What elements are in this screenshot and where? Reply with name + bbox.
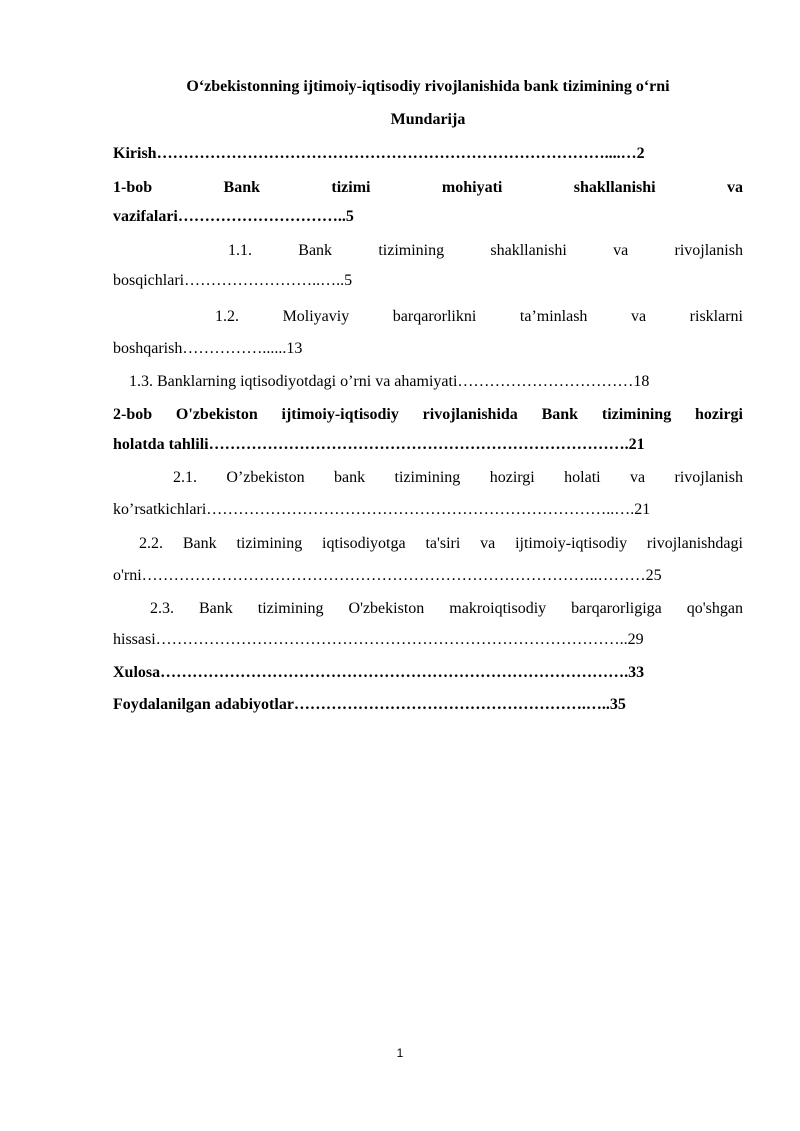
- toc-word: tizimining: [394, 469, 461, 486]
- toc-word: mohiyati: [441, 179, 503, 196]
- toc-word: Bank: [198, 600, 233, 617]
- toc-word: Bank: [223, 179, 260, 196]
- toc-word: O'zbekiston: [175, 406, 258, 423]
- toc-word: va: [613, 242, 629, 259]
- toc-heading: Mundarija: [390, 111, 466, 128]
- toc-word: va: [631, 308, 647, 325]
- toc-word: rivojlanish: [674, 469, 743, 486]
- toc-word: Bank: [541, 406, 579, 423]
- toc-word: ta’minlash: [519, 308, 588, 325]
- toc-word: rivojlanishdagi: [646, 535, 743, 552]
- toc-word: Bank: [182, 535, 217, 552]
- toc-word: O’zbekiston: [226, 469, 305, 486]
- toc-entry-1-3: 1.3. Banklarning iqtisodiyotdagi o’rni va ahamiyati……………………………18: [129, 373, 650, 390]
- toc-word: hozirgi: [695, 406, 743, 423]
- toc-entry-1-2-line2: boshqarish……………......13: [113, 340, 303, 357]
- toc-entry-2-2-line1: [139, 534, 743, 554]
- toc-word: shakllanishi: [573, 179, 656, 196]
- toc-word: holati: [564, 469, 601, 486]
- toc-word: 1-bob: [113, 179, 153, 196]
- toc-entry-1-1-line2: bosqichlari……………………..…..5: [113, 272, 353, 289]
- toc-entry-2-2-line2: o'rni…………………………………………………………………………..………25: [113, 567, 662, 584]
- toc-word: tizimining: [236, 535, 303, 552]
- toc-word: 2-bob: [113, 406, 153, 423]
- toc-word: qo'shgan: [686, 600, 743, 617]
- toc-word: bank: [334, 469, 366, 486]
- toc-entry-ch1-line2: vazifalari…………………………..5: [113, 208, 354, 225]
- toc-word: O'zbekiston: [348, 600, 425, 617]
- toc-word: Moliyaviy: [282, 308, 350, 325]
- toc-word: va: [480, 535, 496, 552]
- toc-word: va: [630, 469, 646, 486]
- toc-entry-1-2-line1: [215, 307, 743, 327]
- toc-word: ijtimoiy-iqtisodiy: [281, 406, 399, 423]
- toc-word: makroiqtisodiy: [449, 600, 547, 617]
- toc-entry-2-1-line2: ko’rsatkichlari…………………………………………………………………..….21: [113, 501, 651, 518]
- toc-word: shakllanishi: [490, 242, 567, 259]
- toc-word: barqarorlikni: [392, 308, 477, 325]
- toc-entry-adabiyotlar: Foydalanilgan adabiyotlar……………………………………………….…..35: [113, 696, 626, 713]
- toc-word: tizimining: [378, 242, 445, 259]
- toc-word: ijtimoiy-iqtisodiy: [515, 535, 628, 552]
- toc-word: rivojlanishida: [422, 406, 518, 423]
- toc-word: 1.1.: [228, 242, 252, 259]
- toc-word: tizimining: [601, 406, 672, 423]
- toc-word: tizimining: [257, 600, 324, 617]
- document-title: O‘zbekistonning ijtimoiy-iqtisodiy rivojlanishida bank tizimining o‘rni: [186, 78, 670, 95]
- toc-entry-ch2-line1: [113, 405, 743, 425]
- toc-entry-2-3-line2: hissasi……………………………………………………………………………..29: [113, 631, 644, 648]
- toc-entry-2-1-line1: [173, 468, 743, 488]
- toc-word: tizimi: [331, 179, 371, 196]
- toc-word: ta'siri: [425, 535, 461, 552]
- toc-word: barqarorligiga: [571, 600, 662, 617]
- toc-word: 2.1.: [173, 469, 197, 486]
- page-number: 1: [396, 1046, 404, 1060]
- toc-entry-ch1-line1: [113, 178, 743, 198]
- toc-entry-kirish: Kirish…………………………………………………………………………....…2: [113, 145, 645, 162]
- toc-entry-xulosa: Xulosa…………………………………………………………………………….33: [113, 664, 645, 681]
- toc-word: iqtisodiyotga: [322, 535, 406, 552]
- toc-word: va: [727, 179, 743, 196]
- toc-word: hozirgi: [489, 469, 535, 486]
- toc-word: 1.2.: [215, 308, 239, 325]
- toc-word: rivojlanish: [674, 242, 743, 259]
- toc-entry-ch2-line2: holatda tahlili…………………………………………………………………….21: [113, 436, 645, 453]
- toc-entry-1-1-line1: [228, 241, 743, 261]
- toc-word: 2.2.: [139, 535, 163, 552]
- toc-word: 2.3.: [150, 600, 174, 617]
- toc-word: risklarni: [689, 308, 743, 325]
- toc-word: Bank: [298, 242, 333, 259]
- toc-entry-2-3-line1: [150, 599, 743, 619]
